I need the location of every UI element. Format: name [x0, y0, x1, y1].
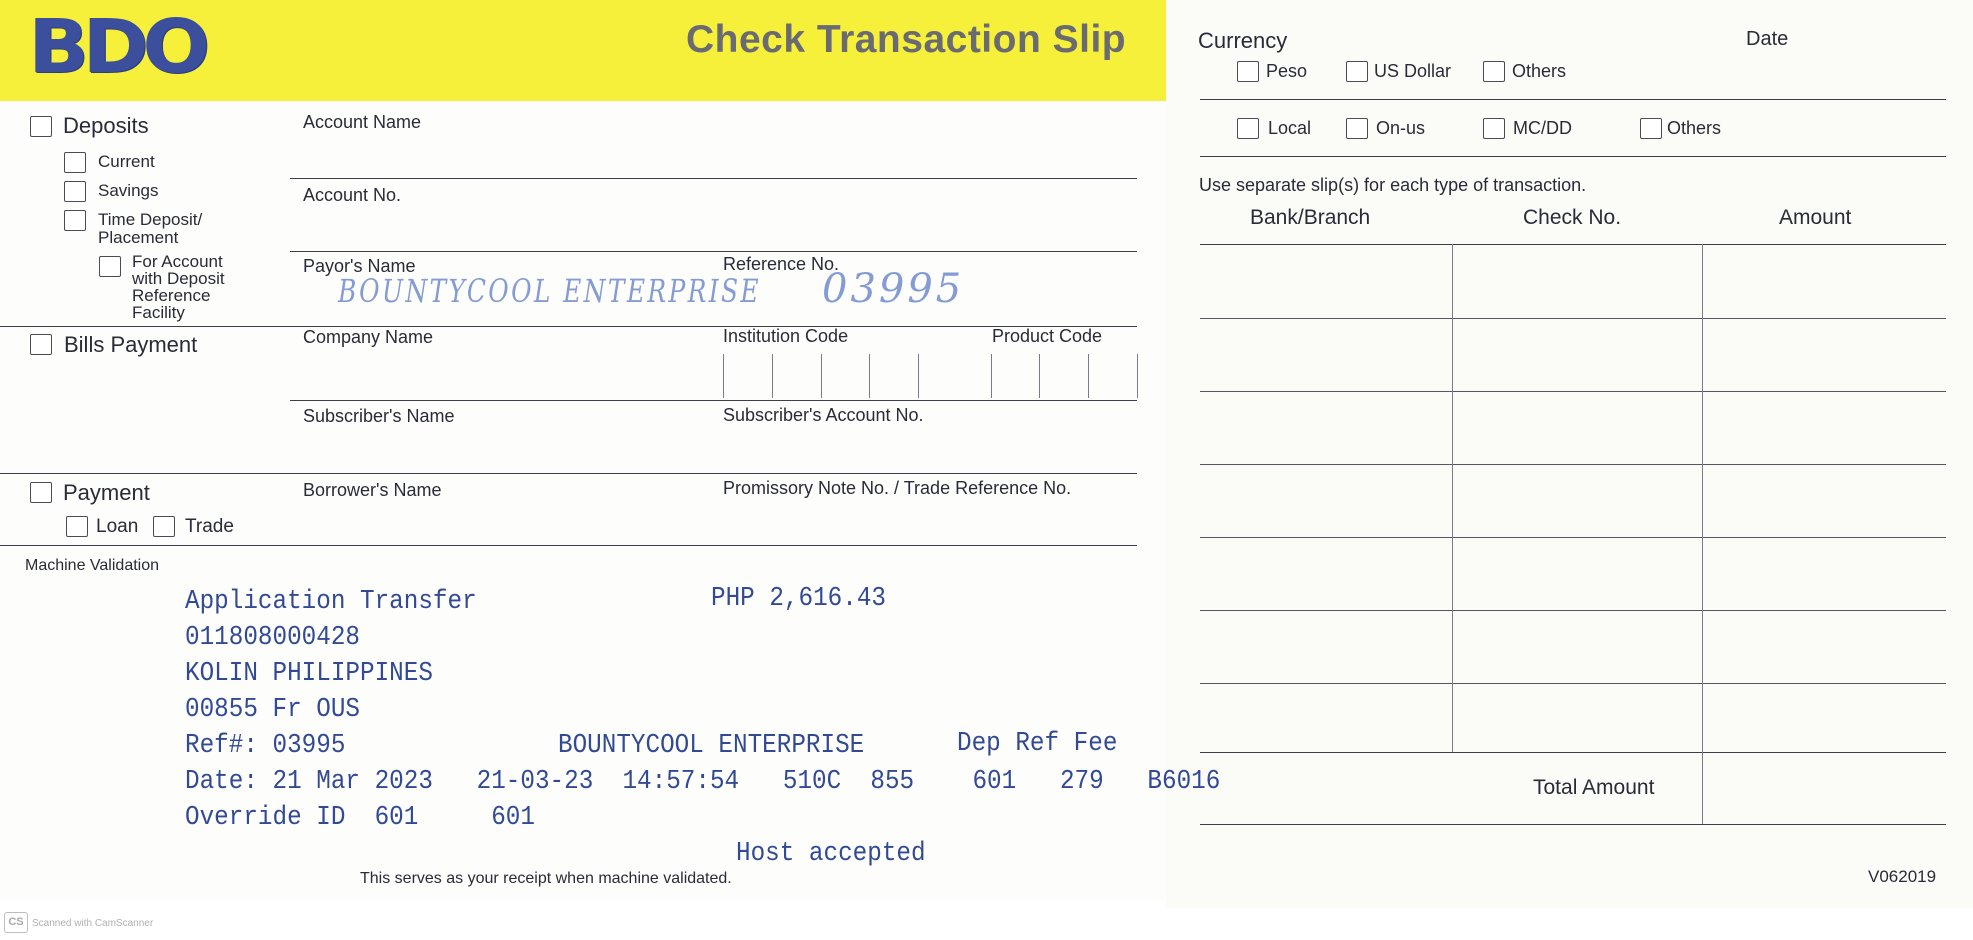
validation-host-accepted: Host accepted: [736, 839, 926, 869]
payors-name-handwritten: BOUNTYCOOL ENTERPRISE: [338, 272, 761, 310]
column-amount: Amount: [1779, 206, 1852, 229]
receipt-note: This serves as your receipt when machine validated.: [360, 870, 732, 887]
camscanner-logo: CS: [4, 912, 28, 933]
table-header-line: [1200, 244, 1946, 245]
deposits-checkbox[interactable]: [30, 116, 52, 137]
date-label: Date: [1746, 28, 1789, 50]
institution-code-box[interactable]: [918, 354, 919, 398]
institution-code-box[interactable]: [723, 354, 724, 398]
promissory-note-label: Promissory Note No. / Trade Reference No.: [723, 478, 1072, 498]
type-others-label: Others: [1667, 118, 1722, 138]
product-code-box[interactable]: [991, 354, 992, 398]
peso-checkbox[interactable]: [1237, 61, 1259, 82]
current-checkbox[interactable]: [64, 152, 86, 173]
local-label: Local: [1268, 118, 1312, 138]
institution-code-box[interactable]: [869, 354, 870, 398]
type-divider: [1200, 156, 1946, 157]
deposit-reference-line3: Reference: [132, 286, 211, 305]
account-no-label: Account No.: [303, 185, 402, 205]
table-row[interactable]: [1200, 464, 1946, 465]
camscanner-text: Scanned with CamScanner: [32, 918, 154, 929]
account-no-line[interactable]: [290, 251, 1137, 252]
institution-code-label: Institution Code: [723, 326, 849, 346]
reference-no-label: Reference No.: [723, 254, 840, 274]
form-code: V062019: [1868, 867, 1937, 886]
table-row[interactable]: [1200, 683, 1946, 684]
placement-label: Placement: [98, 228, 179, 247]
currency-divider: [1200, 99, 1946, 100]
bills-section-divider: [0, 473, 1137, 474]
institution-code-box[interactable]: [772, 354, 773, 398]
savings-label: Savings: [98, 181, 159, 200]
product-code-box[interactable]: [1039, 354, 1040, 398]
validation-dep-ref-fee: Dep Ref Fee: [957, 729, 1118, 759]
deposit-reference-checkbox[interactable]: [99, 256, 121, 277]
total-amount-line[interactable]: [1200, 824, 1946, 825]
validation-ref: Ref#: 03995: [185, 731, 346, 761]
product-code-label: Product Code: [992, 326, 1103, 346]
us-dollar-checkbox[interactable]: [1346, 61, 1368, 82]
payment-label: Payment: [63, 480, 150, 505]
validation-line-3: KOLIN PHILIPPINES: [185, 659, 433, 689]
payors-name-label: Payor's Name: [303, 256, 416, 276]
currency-label: Currency: [1198, 28, 1288, 53]
account-name-label: Account Name: [303, 112, 422, 132]
deposits-section-divider: [0, 326, 1137, 327]
payment-section-divider: [0, 545, 1137, 546]
loan-checkbox[interactable]: [66, 516, 88, 537]
borrowers-name-label: Borrower's Name: [303, 480, 442, 500]
validation-amount: PHP 2,616.43: [711, 584, 886, 614]
validation-line-2: 011808000428: [185, 623, 360, 653]
validation-payor: BOUNTYCOOL ENTERPRISE: [558, 731, 865, 761]
deposit-reference-line4: Facility: [132, 303, 185, 322]
mc-dd-checkbox[interactable]: [1483, 118, 1505, 139]
validation-line-1: Application Transfer: [185, 587, 477, 617]
column-bank-branch: Bank/Branch: [1250, 206, 1371, 229]
table-row[interactable]: [1200, 391, 1946, 392]
table-bottom-line: [1200, 752, 1946, 753]
company-name-line: [290, 400, 1137, 401]
bills-payment-checkbox[interactable]: [30, 334, 52, 355]
peso-label: Peso: [1266, 61, 1308, 81]
deposit-reference-line2: with Deposit: [132, 269, 225, 288]
table-row[interactable]: [1200, 318, 1946, 319]
type-others-checkbox[interactable]: [1640, 118, 1662, 139]
subscribers-name-label: Subscriber's Name: [303, 406, 455, 426]
product-code-box[interactable]: [1137, 354, 1138, 398]
current-label: Current: [98, 152, 155, 171]
deposit-reference-line1: For Account: [132, 252, 223, 271]
validation-line-4: 00855 Fr OUS: [185, 695, 360, 725]
validation-override-line: Override ID 601 601: [185, 803, 535, 833]
currency-others-checkbox[interactable]: [1483, 61, 1505, 82]
table-row[interactable]: [1200, 610, 1946, 611]
product-code-box[interactable]: [1088, 354, 1089, 398]
table-column-divider: [1452, 244, 1453, 752]
loan-label: Loan: [96, 516, 139, 537]
subscribers-account-no-label: Subscriber's Account No.: [723, 405, 924, 425]
currency-others-label: Others: [1512, 61, 1567, 81]
payment-checkbox[interactable]: [30, 482, 52, 503]
mc-dd-label: MC/DD: [1513, 118, 1572, 138]
us-dollar-label: US Dollar: [1374, 61, 1452, 81]
on-us-checkbox[interactable]: [1346, 118, 1368, 139]
total-amount-label: Total Amount: [1533, 776, 1655, 799]
machine-validation-label: Machine Validation: [25, 557, 160, 574]
time-deposit-label: Time Deposit/: [98, 210, 203, 229]
table-column-divider: [1702, 244, 1703, 824]
table-row[interactable]: [1200, 537, 1946, 538]
on-us-label: On-us: [1376, 118, 1426, 138]
trade-checkbox[interactable]: [153, 516, 175, 537]
local-checkbox[interactable]: [1237, 118, 1259, 139]
bdo-logo: BDO: [28, 4, 204, 90]
validation-date-line: Date: 21 Mar 2023 21-03-23 14:57:54 510C 855 601 279 B6016: [185, 767, 1221, 797]
bills-payment-label: Bills Payment: [64, 332, 198, 357]
trade-label: Trade: [185, 516, 234, 537]
savings-checkbox[interactable]: [64, 181, 86, 202]
account-name-line[interactable]: [290, 178, 1137, 179]
slip-title: Check Transaction Slip: [686, 18, 1127, 61]
company-name-label: Company Name: [303, 327, 434, 347]
deposits-label: Deposits: [63, 113, 149, 138]
instruction-text: Use separate slip(s) for each type of transaction.: [1199, 175, 1587, 195]
reference-no-handwritten: 03995: [822, 266, 965, 312]
time-deposit-checkbox[interactable]: [64, 210, 86, 231]
institution-code-box[interactable]: [821, 354, 822, 398]
column-check-no: Check No.: [1523, 206, 1622, 229]
